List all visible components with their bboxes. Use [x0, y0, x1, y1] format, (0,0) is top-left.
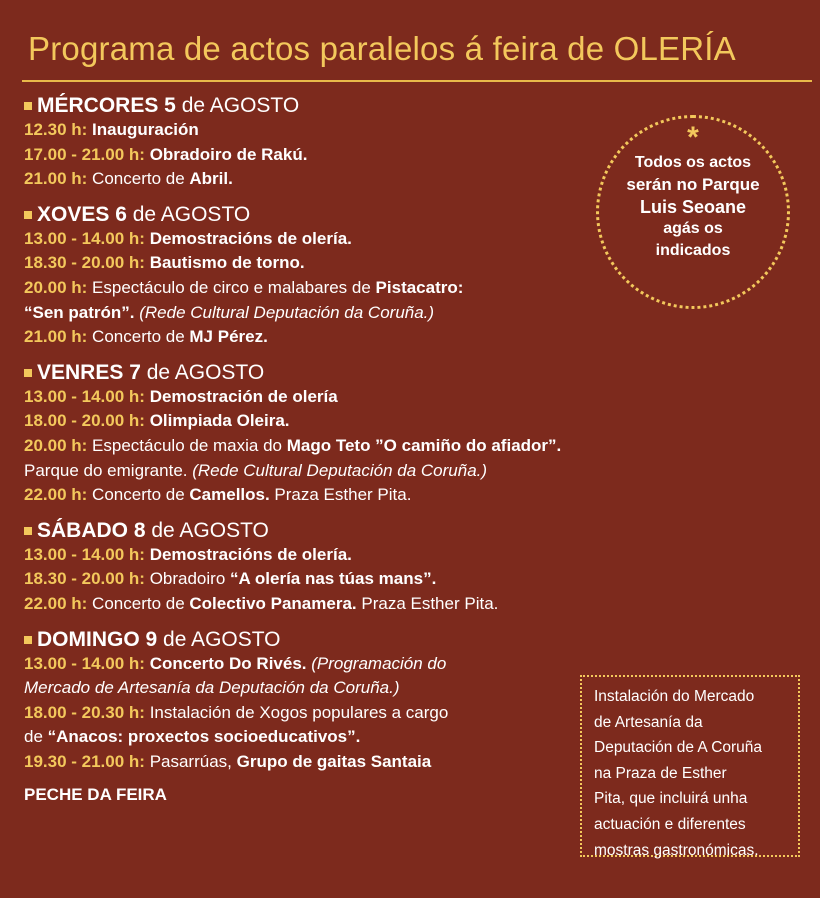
event-text: Demostracións de olería.	[149, 544, 352, 564]
event-line	[24, 301, 714, 326]
event-time: 13.00 - 14.00 h:	[24, 544, 150, 564]
day-heading	[24, 628, 714, 652]
event-text: (Rede Cultural Deputación da Coruña.)	[139, 302, 435, 322]
note-line: serán no Parque	[626, 175, 760, 194]
event-text: Demostracións de olería.	[149, 228, 352, 248]
event-line	[24, 276, 714, 301]
day-month: de AGOSTO	[140, 360, 265, 384]
event-time: 22.00 h:	[24, 593, 93, 613]
event-text: Mercado de Artesanía da Deputación da Coruña.)	[24, 678, 400, 698]
market-info-line: actuación e diferentes	[594, 815, 746, 833]
market-info-line: Deputación de A Coruña	[594, 739, 763, 757]
event-time: 20.00 h:	[24, 435, 93, 455]
title-divider	[22, 80, 812, 82]
market-info-line: na Praza de Esther	[594, 764, 727, 782]
event-line	[24, 385, 714, 410]
event-time: 13.00 - 14.00 h:	[24, 653, 150, 673]
event-line	[24, 567, 714, 592]
event-text: Grupo de gaitas Santaia	[236, 751, 432, 771]
event-text: Concerto de	[92, 485, 190, 505]
day-section	[24, 361, 714, 508]
note-line: Todos os actos	[634, 154, 752, 171]
event-text: Instalación de Xogos populares a cargo	[149, 702, 449, 722]
location-note	[596, 115, 790, 309]
day-name: XOVES 6	[37, 202, 127, 226]
day-month: de AGOSTO	[157, 627, 281, 651]
event-line	[24, 325, 714, 350]
market-info-line: Instalación do Mercado	[594, 688, 755, 705]
event-text: Pasarrúas,	[149, 751, 237, 771]
market-info-line: mostras gastronómicas.	[594, 841, 759, 859]
event-text: Espectáculo de maxia do	[92, 435, 287, 455]
event-line	[24, 483, 714, 508]
day-name: VENRES 7	[37, 360, 141, 384]
market-info-line: Pita, que incluirá unha	[594, 790, 748, 808]
event-line	[24, 409, 714, 434]
event-text: Praza Esther Pita.	[356, 593, 499, 613]
event-text: Espectáculo de circo e malabares de	[92, 277, 376, 297]
event-time: 13.00 - 14.00 h:	[24, 228, 150, 248]
asterisk-icon: *	[687, 121, 699, 154]
event-text: Parque do emigrante.	[24, 460, 193, 480]
event-text: Olimpiada Oleira.	[149, 411, 290, 431]
event-text: de	[24, 727, 48, 747]
event-text: Concerto de	[92, 169, 190, 189]
event-text: Demostración de olería	[149, 386, 338, 406]
event-text: Concerto de	[92, 593, 190, 613]
event-time: 13.00 - 14.00 h:	[24, 386, 150, 406]
event-text: MJ Pérez.	[189, 327, 268, 347]
day-heading	[24, 519, 714, 543]
square-bullet-icon	[24, 527, 32, 535]
event-time: 12.30 h:	[24, 120, 93, 139]
event-line	[24, 652, 714, 677]
square-bullet-icon	[24, 369, 32, 377]
day-month: de AGOSTO	[126, 202, 251, 226]
event-line	[24, 592, 714, 617]
day-section	[24, 519, 714, 617]
event-text: Concerto Do Rivés.	[149, 653, 307, 673]
event-text: Concerto de	[92, 327, 190, 347]
event-text: Colectivo Panamera.	[189, 593, 357, 613]
event-text: “Sen patrón”.	[24, 302, 140, 322]
square-bullet-icon	[24, 211, 32, 219]
event-text: (Programación do	[306, 653, 447, 673]
event-text: “Anacos: proxectos socioeducativos”.	[47, 727, 361, 747]
market-info-box	[580, 675, 800, 857]
day-name: MÉRCORES 5	[37, 94, 176, 117]
event-line	[24, 434, 714, 459]
event-time: 21.00 h:	[24, 169, 93, 189]
event-text: Mago Teto ”O camiño do afiador”.	[286, 435, 562, 455]
event-text: Obradoiro	[149, 569, 231, 589]
day-name: DOMINGO 9	[37, 627, 158, 651]
event-time: 18.00 - 20.30 h:	[24, 702, 150, 722]
day-name: SÁBADO 8	[37, 518, 146, 542]
event-text: Bautismo de torno.	[149, 253, 305, 273]
event-text: Pistacatro:	[375, 277, 464, 297]
event-text: Praza Esther Pita.	[269, 485, 412, 505]
event-time: 22.00 h:	[24, 485, 93, 505]
note-line: indicados	[655, 242, 731, 259]
closing-label: PECHE DA FEIRA	[24, 785, 167, 805]
note-line: Luis Seoane	[639, 197, 747, 217]
event-time: 21.00 h:	[24, 327, 93, 347]
event-text: “A olería nas túas mans”.	[230, 569, 437, 589]
event-time: 20.00 h:	[24, 277, 93, 297]
event-text: Abril.	[189, 169, 233, 189]
event-time: 19.30 - 21.00 h:	[24, 751, 150, 771]
event-time: 17.00 - 21.00 h:	[24, 144, 150, 164]
event-text: Camellos.	[189, 485, 270, 505]
day-month: de AGOSTO	[145, 518, 269, 542]
event-text: Inauguración	[92, 120, 199, 139]
day-month: de AGOSTO	[175, 94, 300, 117]
event-text: Obradoiro de Rakú.	[149, 144, 308, 164]
day-heading	[24, 361, 714, 385]
day-heading	[24, 94, 714, 118]
note-line: agás os	[663, 220, 723, 237]
page-title: Programa de actos paralelos á feira de OLERÍA	[28, 30, 736, 67]
event-line	[24, 459, 714, 484]
event-line	[24, 543, 714, 568]
event-time: 18.30 - 20.00 h:	[24, 569, 150, 589]
event-text: (Rede Cultural Deputación da Coruña.)	[192, 460, 488, 480]
event-time: 18.30 - 20.00 h:	[24, 253, 150, 273]
market-info-line: de Artesanía da	[594, 713, 703, 731]
square-bullet-icon	[24, 102, 32, 110]
square-bullet-icon	[24, 636, 32, 644]
event-time: 18.00 - 20.00 h:	[24, 411, 150, 431]
